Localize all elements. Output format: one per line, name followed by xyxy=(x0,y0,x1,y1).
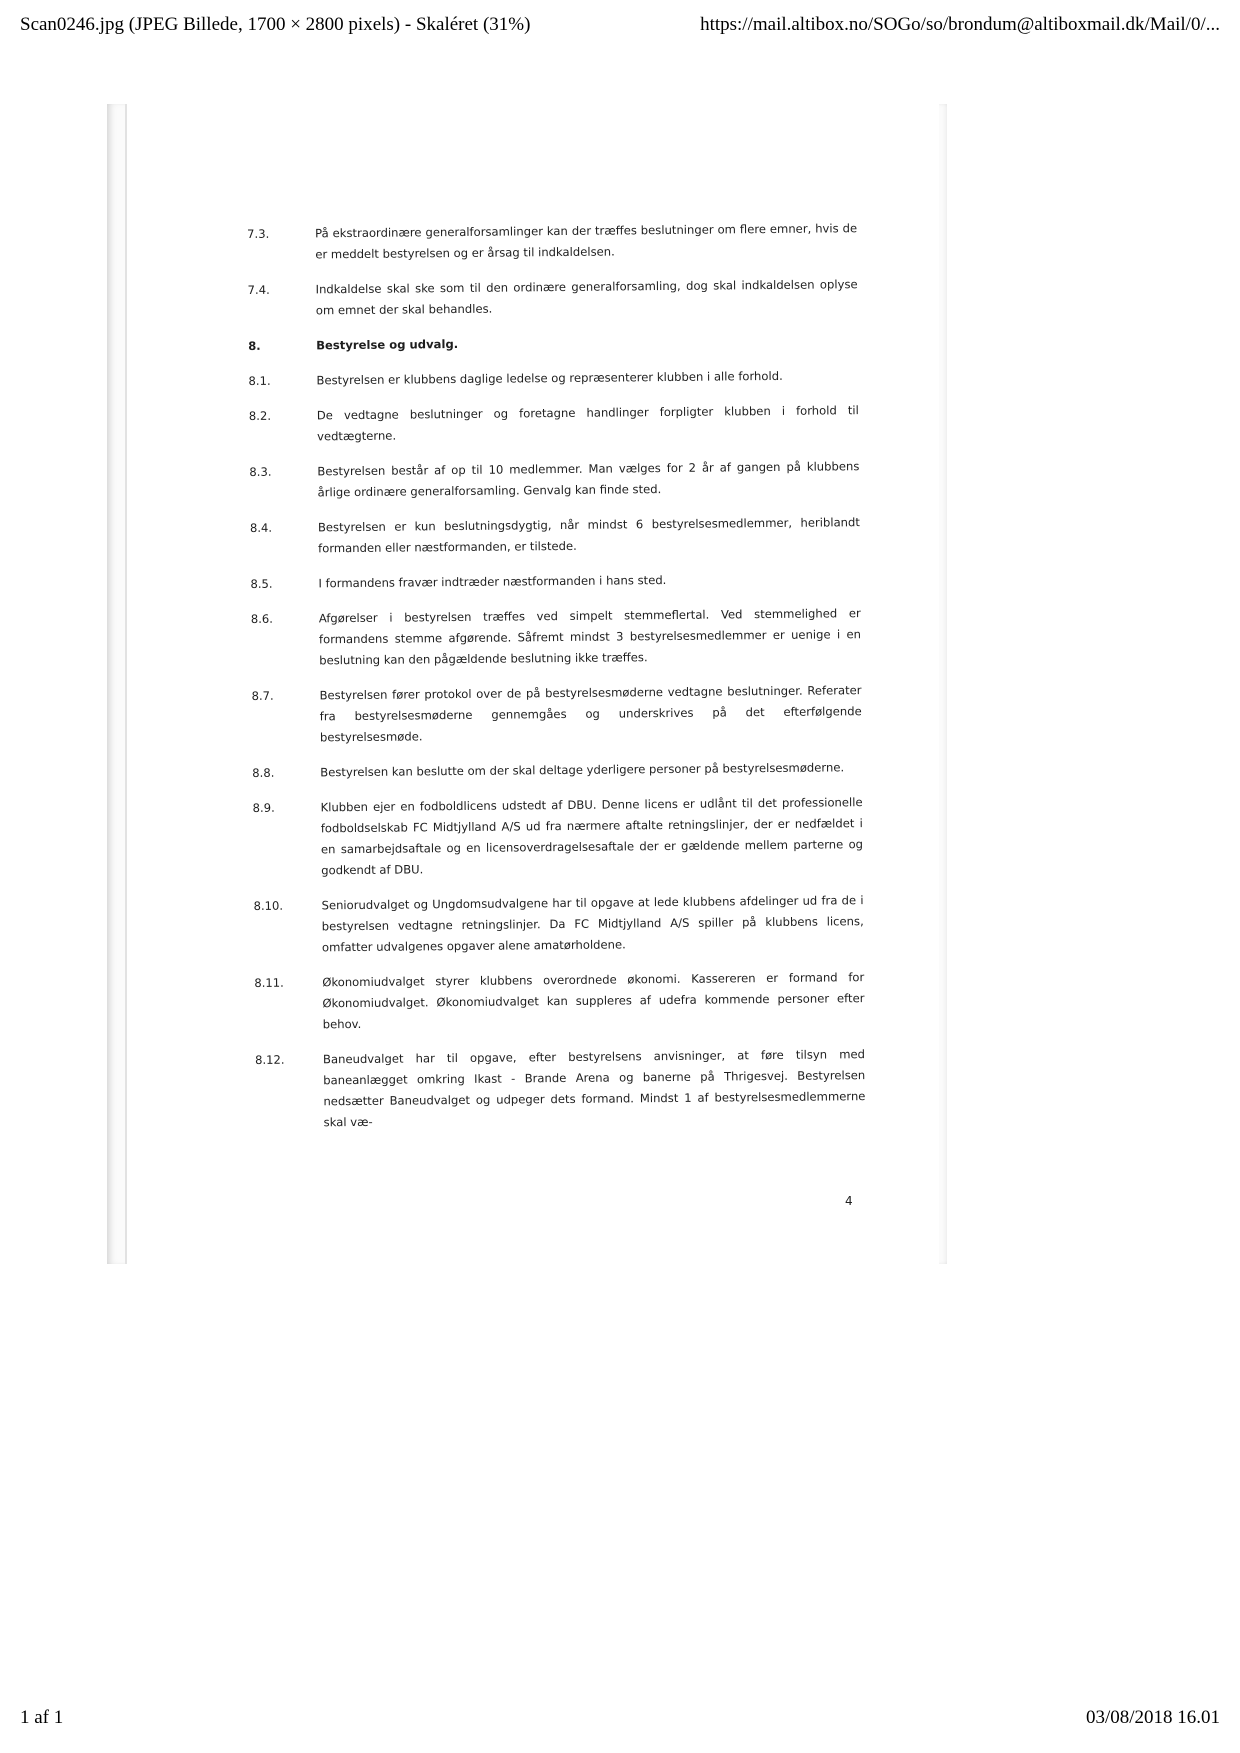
section-number: 7.4. xyxy=(247,282,270,297)
section-8-11 xyxy=(254,967,865,1036)
section-text: Økonomiudvalget styrer klubbens overordnede økonomi. Kassereren er formand for Økonomiudvalget. Økonomiudvalget kan suppleres af udefra kommende personer efter behov. xyxy=(322,970,865,1032)
print-footer xyxy=(20,1707,1220,1737)
print-header-url: https://mail.altibox.no/SOGo/so/brondum@altiboxmail.dk/Mail/0/... xyxy=(700,14,1220,35)
section-text: Bestyrelsen er klubbens daglige ledelse og repræsenterer klubben i alle forhold. xyxy=(316,368,783,388)
section-8-4 xyxy=(250,512,860,560)
section-number: 8.1. xyxy=(248,373,271,388)
section-text: Bestyrelsen fører protokol over de på bestyrelsesmøderne vedtagne beslutninger. Referater fra bestyrelsesmøderne gennemgåes og underskrives på det efterfølgende bestyrelsesmøde. xyxy=(319,683,862,745)
section-number: 8.9. xyxy=(252,800,275,815)
section-8-10 xyxy=(253,890,864,959)
section-text: De vedtagne beslutninger og foretagne handlinger forpligter klubben i forhold til vedtægterne. xyxy=(316,403,859,444)
section-text: I formandens fravær indtræder næstformanden i hans sted. xyxy=(318,572,667,591)
scanned-page xyxy=(125,104,939,1264)
section-number: 8.11. xyxy=(254,975,284,990)
section-number: 8.3. xyxy=(249,464,272,479)
section-8-9 xyxy=(253,792,864,882)
section-text: Afgørelser i bestyrelsen træffes ved simpelt stemmeflertal. Ved stemmelighed er formandens stemme afgørende. Såfremt mindst 3 bestyrelsesmedlemmer er uenige i en beslutning kan den pågældende beslutning ikke træffes. xyxy=(318,606,862,668)
section-text: Baneudvalget har til opgave, efter bestyrelsens anvisninger, at føre tilsyn med baneanlægget omkring Ikast - Brande Arena og banerne på Thrigesvej. Bestyrelsen nedsætter Baneudvalget og udpeger dets formand. Mindst 1 af bestyrelsesmedlemmerne skal væ- xyxy=(322,1047,866,1130)
section-8-6 xyxy=(251,603,862,672)
section-number: 8.8. xyxy=(252,765,275,780)
section-8-7 xyxy=(251,680,862,749)
document-body xyxy=(247,218,866,1148)
section-text: Bestyrelsen er kun beslutningsdygtig, når mindst 6 bestyrelsesmedlemmer, heriblandt formanden eller næstformanden, er tilstede. xyxy=(317,515,860,556)
section-number: 8.10. xyxy=(253,898,284,913)
section-text: Bestyrelsen kan beslutte om der skal deltage yderligere personer på bestyrelsesmøderne. xyxy=(320,760,845,780)
section-text: Indkaldelse skal ske som til den ordinære generalforsamling, dog skal indkaldelsen oplyse om emnet der skal behandles. xyxy=(315,277,858,318)
section-7-3 xyxy=(247,218,857,266)
section-text: På ekstraordinære generalforsamlinger kan der træffes beslutninger om flere emner, hvis de er meddelt bestyrelsen og er årsag til indkaldelsen. xyxy=(315,221,858,262)
section-number: 8.4. xyxy=(249,520,273,535)
section-8-12 xyxy=(255,1044,866,1134)
print-header xyxy=(20,14,1220,44)
section-number: 8.6. xyxy=(250,611,273,626)
section-7-4 xyxy=(248,274,858,322)
section-8-8 xyxy=(252,757,862,784)
page-number: 4 xyxy=(845,1194,853,1208)
section-number: 7.3. xyxy=(247,226,270,241)
section-8-heading xyxy=(248,330,858,357)
print-timestamp: 03/08/2018 16.01 xyxy=(1085,1707,1220,1728)
section-heading: Bestyrelse og udvalg. xyxy=(316,336,459,353)
section-8-3 xyxy=(249,456,859,504)
print-header-title: Scan0246.jpg (JPEG Billede, 1700 × 2800 pixels) - Skaléret (31%) xyxy=(20,14,531,35)
section-text: Klubben ejer en fodboldlicens udstedt af DBU. Denne licens er udlånt til det professionelle fodboldselskab FC Midtjylland A/S ud fra nærmere aftalte retningslinjer, der er nedfældet i en samarbejdsaftale og en licensoverdragelsesaftale der er gældende mellem parterne og godkendt af DBU. xyxy=(320,795,864,878)
section-number: 8.7. xyxy=(251,688,274,703)
section-number: 8.12. xyxy=(254,1052,285,1067)
section-text: Bestyrelsen består af op til 10 medlemmer. Man vælges for 2 år af gangen på klubbens årlige ordinære generalforsamling. Genvalg kan finde sted. xyxy=(317,459,860,500)
section-8-5 xyxy=(250,568,860,595)
scanned-image xyxy=(107,104,947,1264)
section-number: 8.2. xyxy=(248,408,272,423)
section-8-2 xyxy=(249,400,859,448)
section-8-1 xyxy=(248,365,858,392)
section-text: Seniorudvalget og Ungdomsudvalgene har til opgave at lede klubbens afdelinger ud fra de i bestyrelsen vedtagne retningslinjer. Da FC Midtjylland A/S spiller på klubbens licens, omfatter udvalgenes opgaver alene amatørholdene. xyxy=(321,893,864,955)
page-count: 1 af 1 xyxy=(20,1707,64,1728)
section-number: 8. xyxy=(248,338,261,353)
section-number: 8.5. xyxy=(250,576,273,591)
